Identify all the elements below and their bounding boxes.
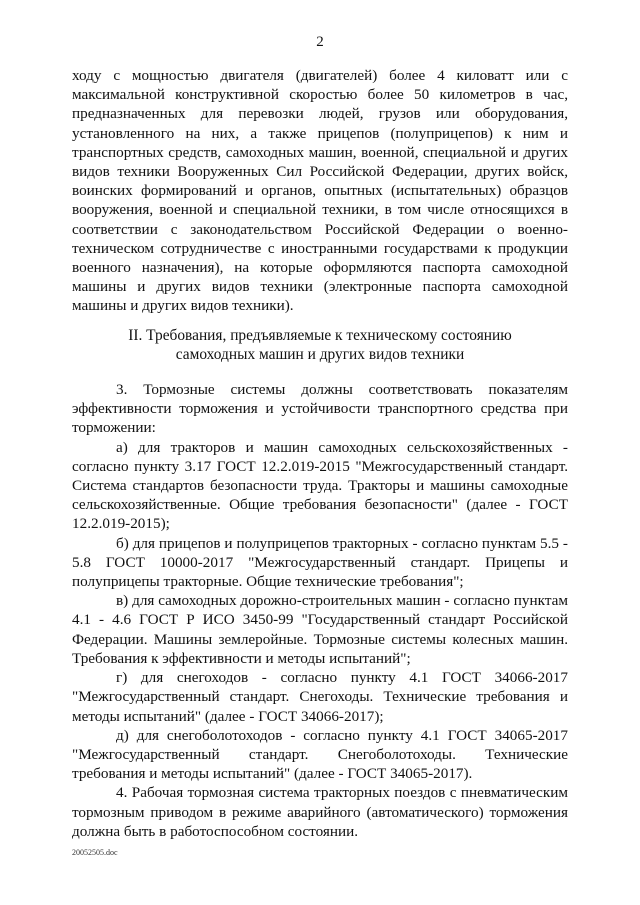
page-number: 2 <box>316 34 324 50</box>
paragraph-4: 4. Рабочая тормозная система тракторных поездов с пневматическим тормозным приводом в режиме аварийного (автоматического) торможения должна быть в работоспособном состоянии. <box>72 784 568 840</box>
paragraph-3v: в) для самоходных дорожно-строительных машин - согласно пунктам 4.1 - 4.6 ГОСТ Р ИСО 3450-99 "Государственный стандарт Российской Федерации. Машины землеройные. Тормозные системы колесных машин. Требования к эффективности и методы испытаний"; <box>72 592 568 667</box>
section-heading-line-1: II. Требования, предъявляемые к техническому состоянию <box>128 326 512 344</box>
document-body <box>72 66 568 841</box>
paragraph-continuation: ходу с мощностью двигателя (двигателей) более 4 киловатт или с максимальной конструктивной скоростью более 50 километров в час, предназначенных для перевозки людей, грузов или оборудования, установленного на них, а также прицепов (полуприцепов) к ним и транспортных средств, самоходных машин, военной, специальной и других видов техники Вооруженных Сил Российской Федерации, других войск, воинских формирований и органов, опытных (испытательных) образцов вооружения, военной и специальной техники, в том числе относящихся в соответствии с законодательством Российской Федерации о военно-техническом сотрудничестве с иностранными государствами к продукции военного назначения), на которые оформляются паспорта самоходной машины и других видов техники (электронные паспорта самоходной машины и других видов техники). <box>72 67 568 315</box>
paragraph-3g: г) для снегоходов - согласно пункту 4.1 ГОСТ 34066-2017 "Межгосударственный стандарт. Снегоходы. Технические требования и методы испытаний" (далее - ГОСТ 34066-2017); <box>72 669 568 725</box>
paragraph-3b: б) для прицепов и полуприцепов тракторных - согласно пунктам 5.5 - 5.8 ГОСТ 10000-2017 "Межгосударственный стандарт. Прицепы и полуприцепы тракторные. Общие технические требования"; <box>72 534 568 591</box>
paragraph-3a: а) для тракторов и машин самоходных сельскохозяйственных - согласно пункту 3.17 ГОСТ 12.2.019-2015 "Межгосударственный стандарт. Система стандартов безопасности труда. Тракторы и машины самоходные сельскохозяйственные. Общие требования безопасности" (далее - ГОСТ 12.2.019-2015); <box>72 438 568 533</box>
paragraph-3d: д) для снегоболотоходов - согласно пункту 4.1 ГОСТ 34065-2017 "Межгосударственный стандарт. Снегоболотоходы. Технические требования и методы испытаний" (далее - ГОСТ 34065-2017). <box>72 726 568 783</box>
section-heading-line-2: самоходных машин и других видов техники <box>175 345 465 363</box>
paragraph-3: 3. Тормозные системы должны соответствовать показателям эффективности торможения и устойчивости транспортного средства при торможении: <box>72 381 568 437</box>
section-heading <box>72 326 568 364</box>
footer-filename: 20052505.doc <box>72 848 118 857</box>
